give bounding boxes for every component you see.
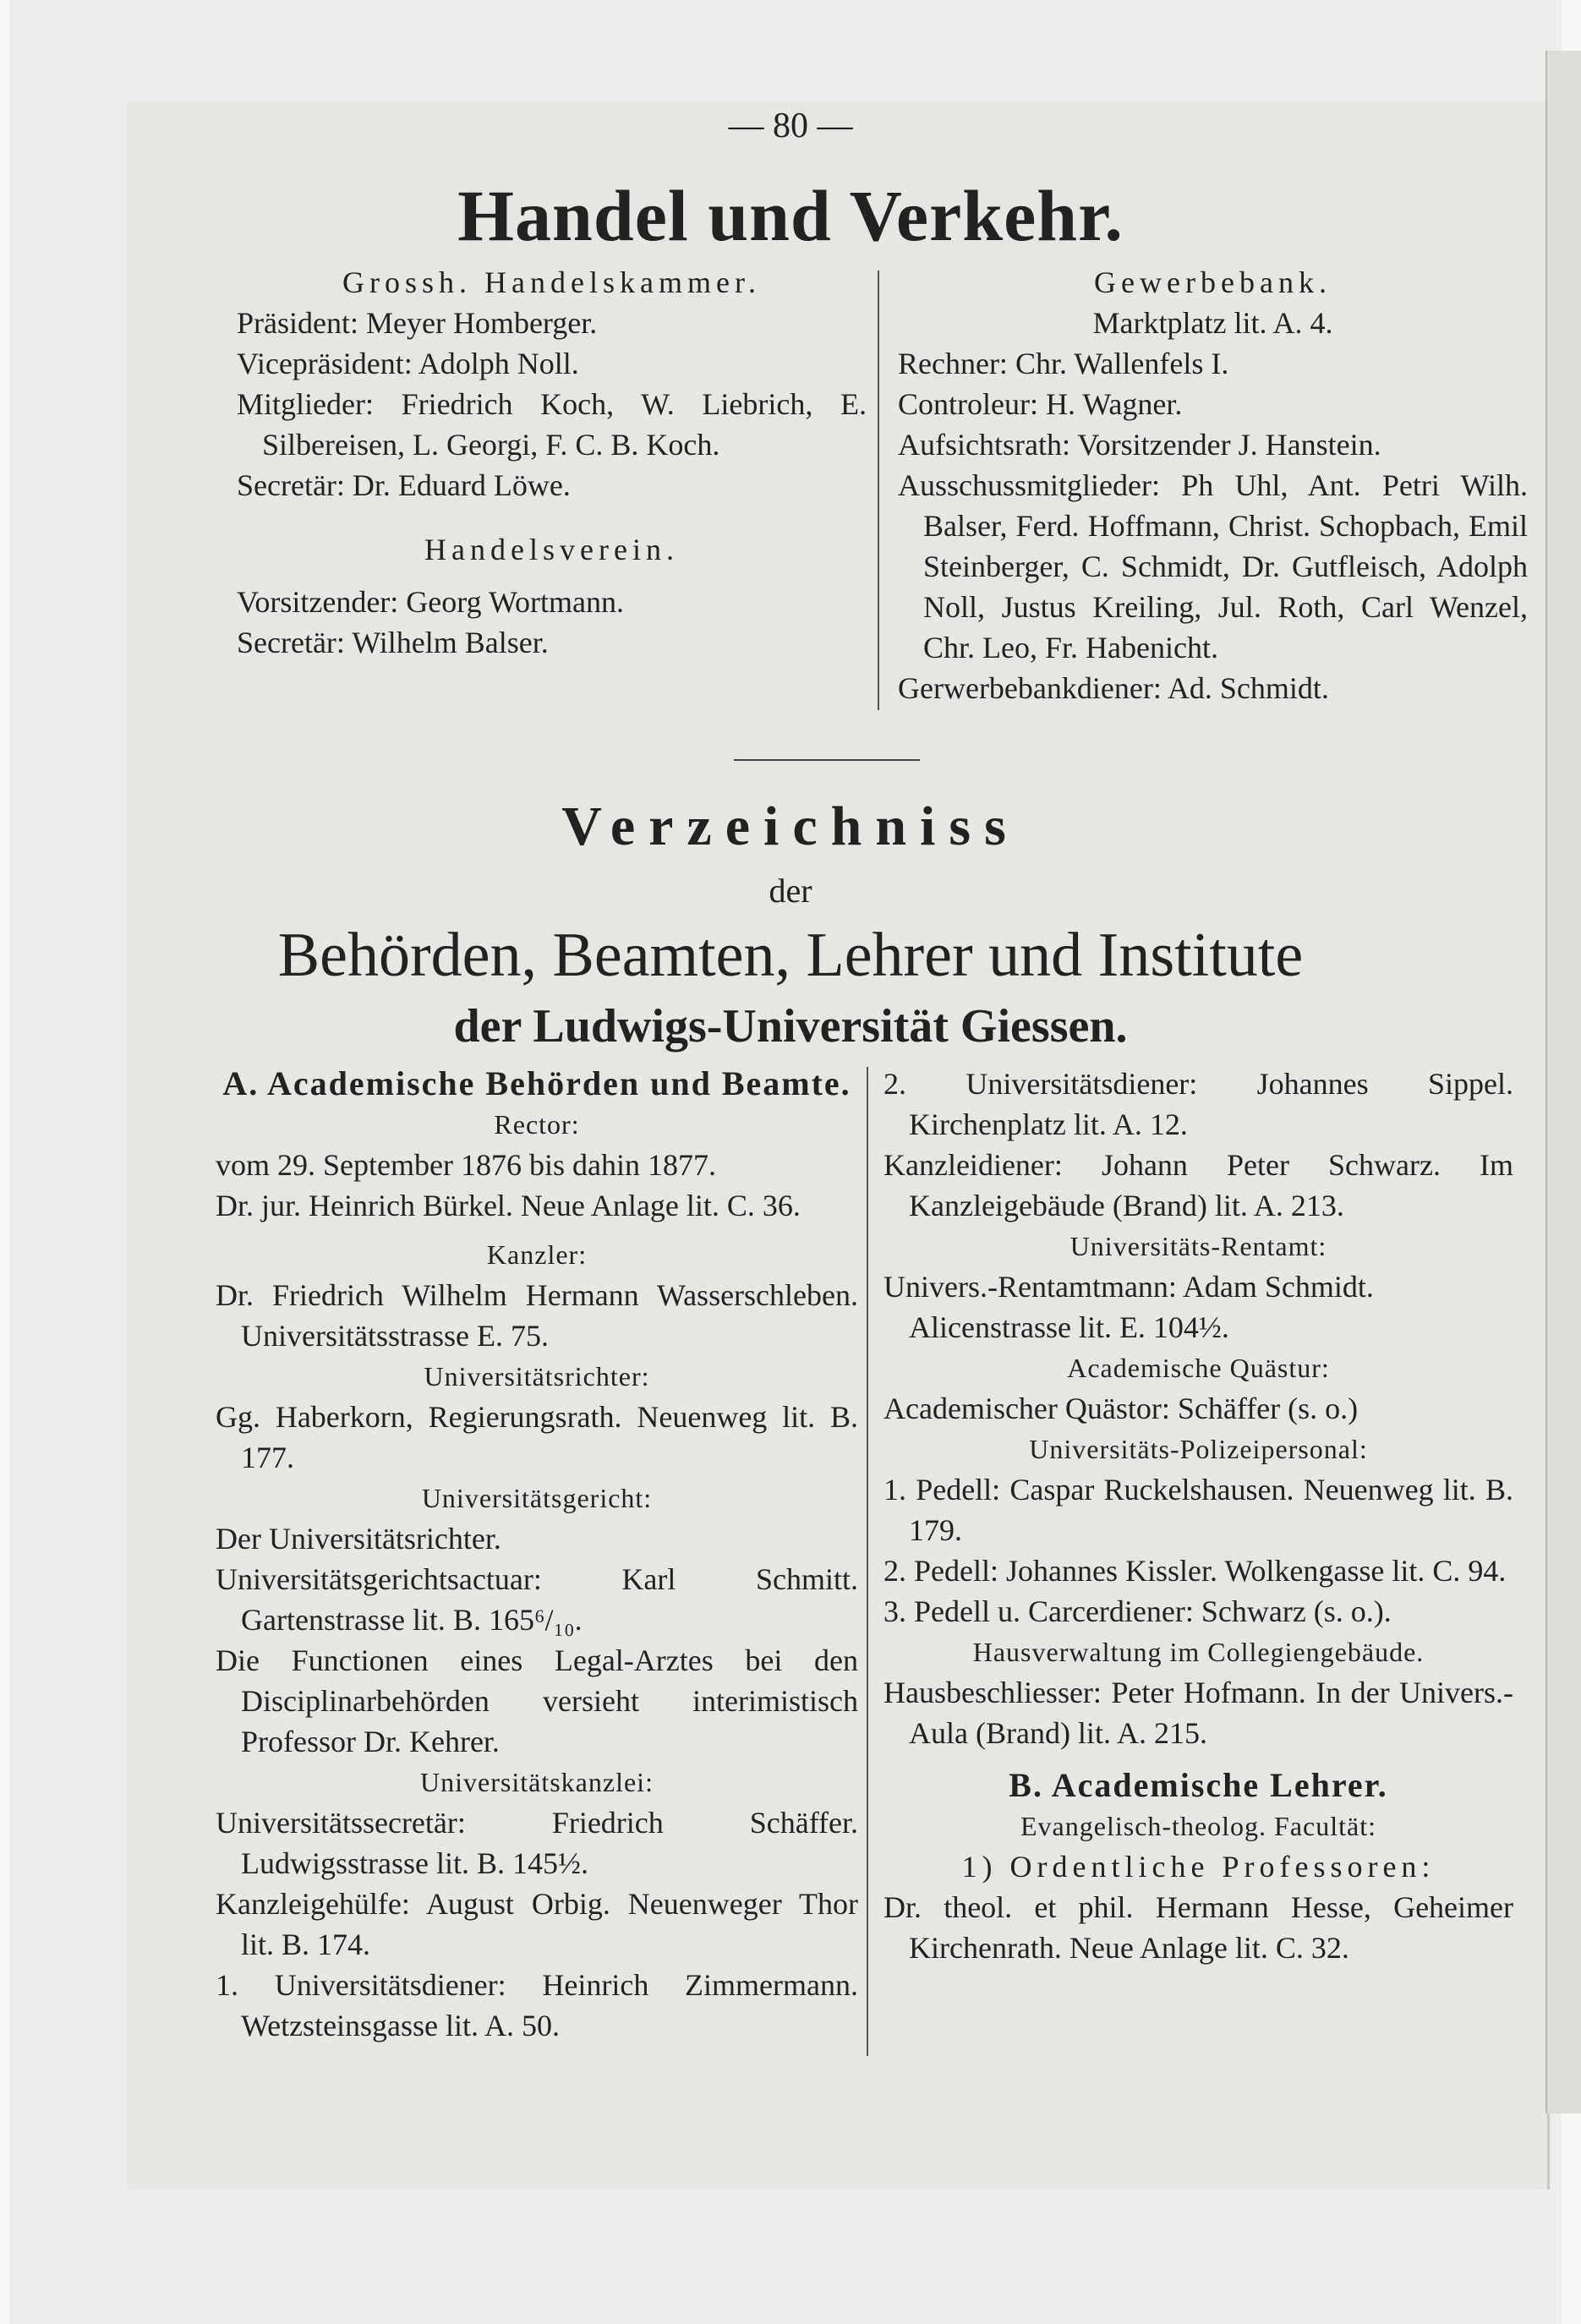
handelskammer-column: [237, 262, 867, 663]
entry-line: 2. Universitätsdiener: Johannes Sippel. Kirchenplatz lit. A. 12.: [884, 1067, 1513, 1141]
rentamt-heading: Universitäts-Rentamt:: [1070, 1231, 1327, 1261]
professoren-heading: 1) Ordentliche Professoren:: [961, 1850, 1436, 1884]
entry-line: 1. Pedell: Caspar Ruckelshausen. Neuenweg lit. B. 179.: [884, 1473, 1513, 1547]
entry-line: 2. Pedell: Johannes Kissler. Wolkengasse lit. C. 94.: [884, 1554, 1507, 1588]
kanzlei-heading: Universitätskanzlei:: [420, 1767, 654, 1797]
richter-heading: Universitätsrichter:: [424, 1361, 650, 1392]
page-edge-strip: [1545, 51, 1581, 2113]
rector-heading: Rector:: [494, 1109, 580, 1140]
verzeichnis-subtitle: Behörden, Beamten, Lehrer und Institute: [277, 921, 1304, 990]
entry-line: Hausbeschliesser: Peter Hofmann. In der Univers.-Aula (Brand) lit. A. 215.: [884, 1676, 1513, 1750]
entry-line: Die Functionen eines Legal-Arztes bei den Disciplinarbehörden versieht interimistisch Professor Dr. Kehrer.: [216, 1643, 858, 1758]
entry-line: Gerwerbebankdiener: Ad. Schmidt.: [898, 671, 1329, 705]
kanzler-heading: Kanzler:: [486, 1239, 588, 1270]
hausverwaltung-heading: Hausverwaltung im Collegiengebäude.: [972, 1637, 1425, 1667]
gewerbebank-heading: Gewerbebank.: [1094, 265, 1332, 299]
polizei-heading: Universitäts-Polizeipersonal:: [1029, 1434, 1368, 1464]
verzeichnis-title: Verzeichniss: [561, 796, 1020, 857]
verzeichnis-university: der Ludwigs-Universität Giessen.: [453, 1000, 1128, 1053]
fakultaet-heading: Evangelisch-theolog. Facultät:: [1020, 1811, 1376, 1841]
entry-line: 1. Universitätsdiener: Heinrich Zimmermann. Wetzsteinsgasse lit. A. 50.: [216, 1968, 858, 2042]
entry-line: Kanzleigehülfe: August Orbig. Neuenweger Thor lit. B. 174.: [216, 1887, 858, 1961]
entry-line: Kanzleidiener: Johann Peter Schwarz. Im Kanzleigebäude (Brand) lit. A. 213.: [884, 1148, 1513, 1222]
entry-line: Secretär: Wilhelm Balser.: [237, 626, 549, 659]
section-a-heading: A. Academische Behörden und Beamte.: [222, 1064, 851, 1102]
entry-line: Dr. jur. Heinrich Bürkel. Neue Anlage lit. C. 36.: [216, 1189, 801, 1222]
divider-rule: [734, 759, 920, 761]
entry-line: Secretär: Dr. Eduard Löwe.: [237, 468, 571, 502]
handelskammer-heading: Grossh. Handelskammer.: [342, 265, 761, 299]
entry-line: Vorsitzender: Georg Wortmann.: [237, 585, 625, 619]
entry-line: Univers.-Rentamtmann: Adam Schmidt. Alicenstrasse lit. E. 104½.: [884, 1270, 1374, 1344]
section-b-heading: B. Academische Lehrer.: [1009, 1766, 1388, 1804]
gericht-heading: Universitätsgericht:: [421, 1483, 653, 1513]
page-number: — 80 —: [728, 107, 853, 145]
column-divider-bottom: [867, 1067, 868, 2056]
entry-line: Der Universitätsrichter.: [216, 1522, 501, 1556]
entry-line: Aufsichtsrath: Vorsitzender J. Hanstein.: [898, 428, 1381, 462]
entry-line: Academischer Quästor: Schäffer (s. o.): [884, 1392, 1359, 1425]
entry-line: Controleur: H. Wagner.: [898, 387, 1183, 421]
entry-line: Ausschussmitglieder: Ph Uhl, Ant. Petri Wilh. Balser, Ferd. Hoffmann, Christ. Schopbach, Emil Steinberger, C. Schmidt, Dr. Gutfleisch, Adolph Noll, Justus Kreiling, Jul. Roth, Carl Wenzel, Chr. Leo, Fr. Habenicht.: [898, 468, 1528, 664]
section-title: Handel und Verkehr.: [457, 175, 1124, 256]
entry-line: Universitätssecretär: Friedrich Schäffer. Ludwigsstrasse lit. B. 145½.: [216, 1806, 858, 1880]
entry-line: Präsident: Meyer Homberger.: [237, 306, 598, 340]
entry-line: vom 29. September 1876 bis dahin 1877.: [216, 1148, 716, 1182]
entry-line: Universitätsgerichtsactuar: Karl Schmitt. Gartenstrasse lit. B. 165⁶/₁₀.: [216, 1562, 858, 1637]
entry-line: 3. Pedell u. Carcerdiener: Schwarz (s. o.).: [884, 1594, 1392, 1628]
entry-line: Mitglieder: Friedrich Koch, W. Liebrich, E. Silbereisen, L. Georgi, F. C. B. Koch.: [237, 387, 867, 462]
entry-line: Rechner: Chr. Wallenfels I.: [898, 347, 1229, 380]
column-divider-top: [878, 271, 879, 710]
quaestur-heading: Academische Quästur:: [1067, 1353, 1330, 1383]
entry-line: Vicepräsident: Adolph Noll.: [237, 347, 579, 380]
handelsverein-heading: Handelsverein.: [424, 533, 679, 566]
verzeichnis-der: der: [769, 872, 812, 910]
entry-line: Dr. theol. et phil. Hermann Hesse, Geheimer Kirchenrath. Neue Anlage lit. C. 32.: [884, 1890, 1513, 1965]
entry-line: Gg. Haberkorn, Regierungsrath. Neuenweg lit. B. 177.: [216, 1400, 858, 1474]
entry-line: Dr. Friedrich Wilhelm Hermann Wasserschleben. Universitätsstrasse E. 75.: [216, 1278, 858, 1353]
gewerbebank-column: [898, 262, 1528, 708]
behoerden-column: [216, 1064, 858, 2046]
gewerbebank-address: Marktplatz lit. A. 4.: [1092, 306, 1333, 340]
beamte-right-column: [884, 1064, 1513, 1968]
